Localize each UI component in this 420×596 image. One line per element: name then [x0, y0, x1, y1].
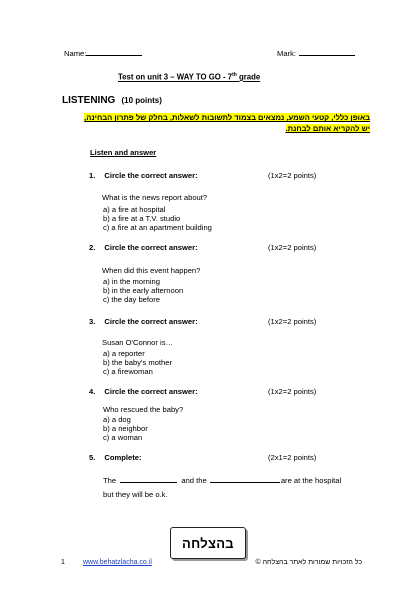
logo-text: בהצלחה — [182, 535, 234, 551]
q4-option-b[interactable]: b) a neighbor — [103, 424, 148, 433]
mark-label: Mark: — [277, 49, 296, 58]
q1-title: 1. Circle the correct answer: — [89, 171, 198, 180]
mark-field — [277, 49, 355, 58]
q4-title: 4. Circle the correct answer: — [89, 387, 198, 396]
q3-title: 3. Circle the correct answer: — [89, 317, 198, 326]
test-title: Test on unit 3 – WAY TO GO - 7th grade — [118, 72, 261, 82]
page-number: 1 — [61, 559, 65, 566]
q5-title: 5. Complete: — [89, 453, 142, 462]
q3-prompt: Susan O'Connor is… — [102, 338, 174, 347]
q3-option-c[interactable]: c) a firewoman — [103, 367, 153, 376]
behatzlacha-logo — [170, 527, 246, 559]
hebrew-note-line2: יש להקריא אותם לבחנת. — [285, 124, 370, 133]
q4-prompt: Who rescued the baby? — [103, 405, 184, 414]
q5-blank-2[interactable] — [210, 482, 280, 483]
q1-points: (1x2=2 points) — [268, 171, 317, 180]
section-heading: LISTENING (10 points) — [62, 95, 162, 106]
q3-option-b[interactable]: b) the baby's mother — [103, 358, 172, 367]
q5-sentence-line1: The and the are at the hospital — [103, 476, 342, 485]
q2-option-a[interactable]: a) in the morning — [103, 277, 160, 286]
q1-prompt: What is the news report about? — [102, 193, 208, 202]
q4-points: (1x2=2 points) — [268, 387, 317, 396]
q3-points: (1x2=2 points) — [268, 317, 317, 326]
name-blank[interactable] — [86, 55, 142, 56]
copyright-notice: כל הזכויות שמורות לאתר בהצלחה © — [255, 559, 362, 566]
listen-and-answer-heading: Listen and answer — [90, 148, 157, 157]
q5-points: (2x1=2 points) — [268, 453, 317, 462]
q5-blank-1[interactable] — [120, 482, 177, 483]
q1-option-a[interactable]: a) a fire at hospital — [103, 205, 166, 214]
name-field — [64, 49, 142, 58]
q2-prompt: When did this event happen? — [102, 266, 201, 275]
q4-option-c[interactable]: c) a woman — [103, 433, 143, 442]
q2-option-c[interactable]: c) the day before — [103, 295, 160, 304]
q1-option-c[interactable]: c) a fire at an apartment building — [103, 223, 212, 232]
hebrew-note-line1: באופן כללי, קטעי השמע, נמצאים בצמוד לתשובות לשאלות, בחלק של פתרון הבחינה, — [84, 113, 370, 122]
q2-points: (1x2=2 points) — [268, 243, 317, 252]
mark-blank[interactable] — [299, 55, 355, 56]
q5-sentence-line2: but they will be o.k. — [103, 490, 168, 499]
q1-option-b[interactable]: b) a fire at a T.V. studio — [103, 214, 181, 223]
q4-option-a[interactable]: a) a dog — [103, 415, 131, 424]
name-label: Name: — [64, 49, 87, 58]
q2-option-b[interactable]: b) in the early afternoon — [103, 286, 184, 295]
q3-option-a[interactable]: a) a reporter — [103, 349, 145, 358]
q2-title: 2. Circle the correct answer: — [89, 243, 198, 252]
website-link[interactable]: www.behatzlacha.co.il — [83, 559, 152, 566]
